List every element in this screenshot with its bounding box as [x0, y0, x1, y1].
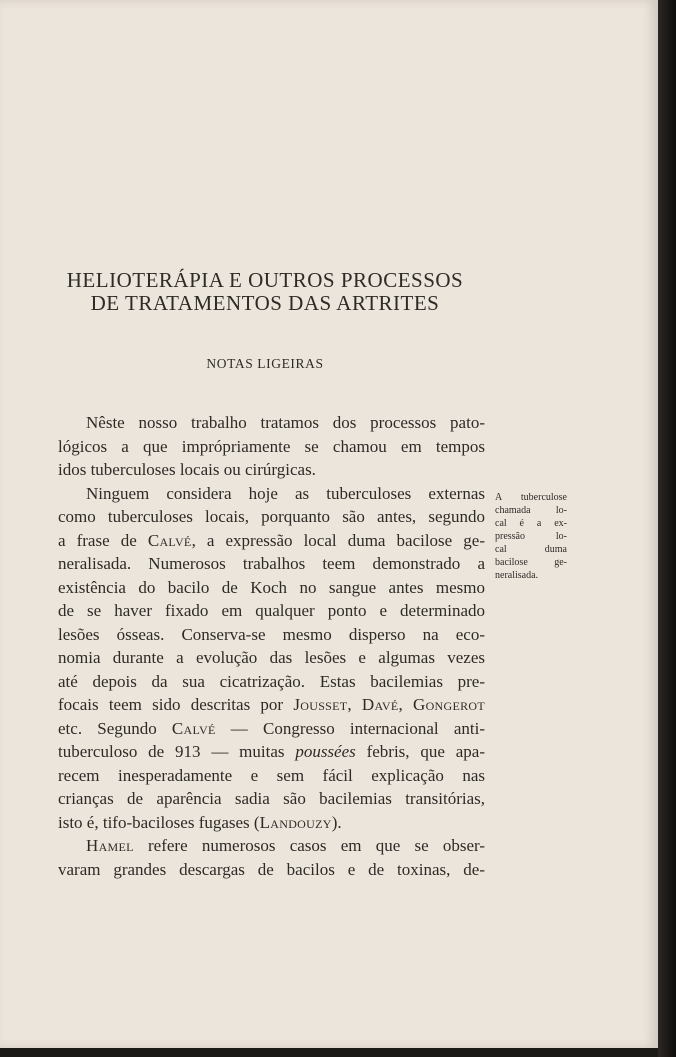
paragraph-3-line [58, 834, 485, 858]
book-spine-shadow [658, 0, 676, 1057]
chapter-title-line-2: DE TRATAMENTOS DAS ARTRITES [90, 291, 440, 315]
paragraph-2-line: de se haver fixado em qualquer ponto e determinado [58, 601, 485, 620]
author-name-calve: Calvé [147, 530, 192, 550]
paragraph-2-line: Ninguem considera hoje as tuberculoses externas [86, 483, 485, 503]
paragraph-2-line: crianças de aparência sadia são bacilemias transitórias, [58, 789, 485, 808]
paragraph-2-line: como tuberculoses locais, porquanto são antes, segundo [58, 507, 485, 526]
section-subtitle: NOTAS LIGEIRAS [206, 356, 324, 371]
text-run: etc. Segundo [58, 718, 172, 738]
author-name-landouzy: Landouzy [259, 812, 332, 832]
text-run: tuberculoso de 913 — muitas [58, 742, 296, 761]
text-run: , [347, 695, 362, 714]
margin-note-line: A tuberculose [495, 492, 567, 503]
paragraph-2-line: existência do bacilo de Koch no sangue antes mesmo [58, 577, 485, 597]
margin-note-line: pressão lo- [495, 531, 567, 542]
text-run: refere numerosos casos em que se obser- [133, 836, 485, 855]
chapter-title-line-1: HELIOTERÁPIA E OUTROS PROCESSOS [66, 268, 464, 292]
margin-note [495, 491, 567, 582]
text-run: ). [331, 812, 342, 832]
italic-term: poussées [295, 742, 356, 761]
margin-note-line: neralisada. [495, 570, 539, 581]
body-text [58, 411, 485, 881]
margin-note-line: cal é a ex- [495, 518, 567, 529]
paragraph-3-line: varam grandes descargas de bacilos e de toxinas, de- [58, 859, 485, 879]
paragraph-1-line: lógicos a que imprópriamente se chamou em tempos [58, 436, 485, 456]
author-name-jousset: Jousset [293, 695, 348, 714]
text-run: febris, que apa- [355, 742, 485, 761]
paragraph-2-line [58, 529, 485, 553]
text-run: focais teem sido descritas por [58, 695, 294, 714]
paragraph-2-line [58, 811, 485, 835]
text-run: isto é, tifo-baciloses fugases ( [58, 812, 260, 832]
paragraph-1-line: Nêste nosso trabalho tratamos dos processos pato- [86, 413, 485, 432]
paragraph-2-line [58, 740, 485, 764]
text-run: , a expressão local duma bacilose ge- [191, 530, 485, 550]
author-name-gongerot: Gongerot [413, 695, 486, 714]
author-name-dave: Davé [361, 695, 399, 714]
margin-note-line: cal duma [495, 544, 567, 555]
text-run: , [398, 695, 413, 714]
paragraph-2-line: até depois da sua cicatrização. Estas bacilemias pre- [58, 671, 485, 691]
author-name-hamel: Hamel [86, 836, 134, 855]
text-run: — Congresso internacional anti- [215, 718, 485, 738]
paragraph-2-line: neralisada. Numerosos trabalhos teem demonstrado a [58, 554, 485, 573]
paragraph-2-line: lesões ósseas. Conserva-se mesmo disperso na eco- [58, 624, 485, 644]
paragraph-2-line: nomia durante a evolução das lesões e algumas vezes [58, 648, 485, 667]
paragraph-1-line: idos tuberculoses locais ou cirúrgicas. [58, 460, 316, 479]
paragraph-2-line [58, 693, 485, 717]
margin-note-line: bacilose ge- [495, 557, 567, 568]
paragraph-2-line: recem inesperadamente e sem fácil explicação nas [58, 765, 485, 785]
author-name-calve: Calvé [171, 718, 216, 738]
margin-note-line: chamada lo- [495, 505, 567, 516]
paragraph-2-line [58, 717, 485, 741]
text-run: a frase de [58, 530, 148, 550]
